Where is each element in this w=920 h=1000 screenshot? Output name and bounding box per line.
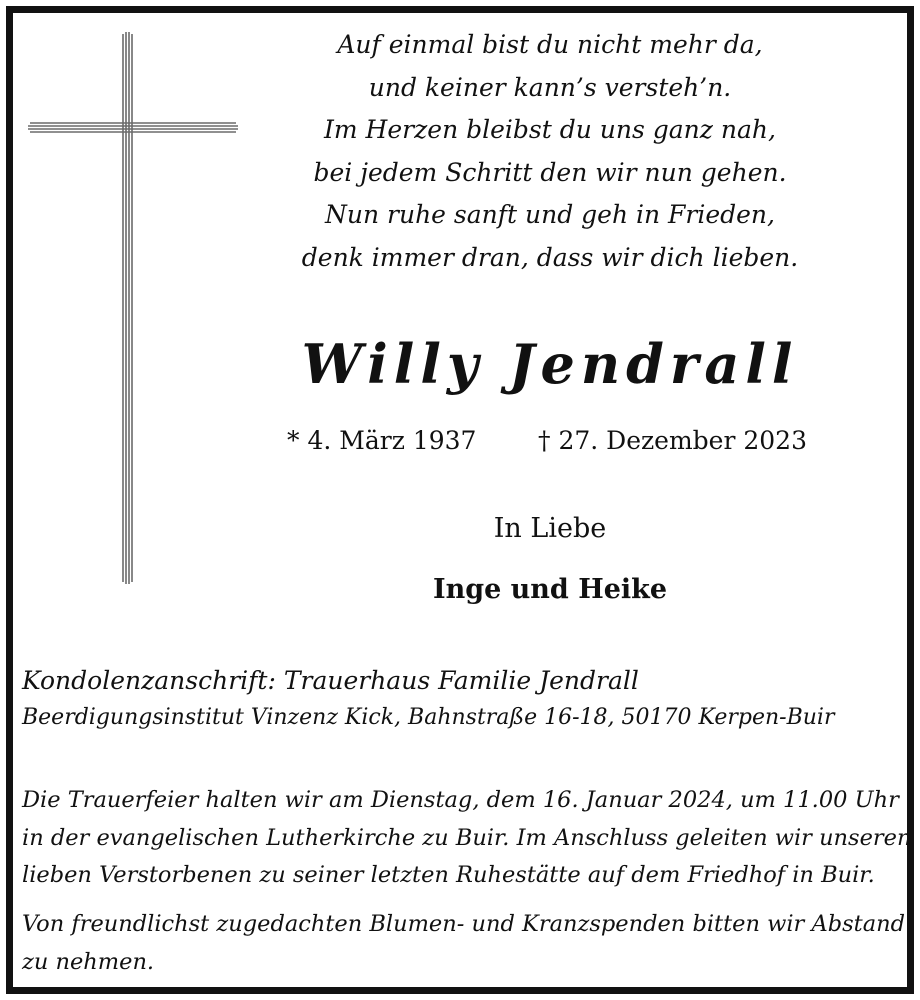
ceremony-text — [22, 782, 912, 895]
poem-line: Auf einmal bist du nicht mehr da, — [337, 30, 763, 59]
ceremony-line: Die Trauerfeier halten wir am Dienstag, dem 16. Januar 2024, um 11.00 Uhr — [22, 787, 899, 813]
poem-line: bei jedem Schritt den wir nun gehen. — [313, 157, 787, 187]
deceased-name: Willy Jendrall — [301, 332, 799, 396]
farewell-greeting: In Liebe — [493, 513, 607, 544]
poem-line: denk immer dran, dass wir dich lieben. — [301, 242, 799, 272]
poem-line: Nun ruhe sanft und geh in Frieden, — [325, 200, 775, 230]
poem — [250, 24, 850, 280]
birth-date: * 4. März 1937 — [287, 426, 477, 455]
flowers-line: Von freundlichst zugedachten Blumen- und Kranzspenden bitten wir Abstand — [22, 911, 906, 937]
signers: Inge und Heike — [432, 574, 668, 605]
poem-line: und keiner kann’s versteh’n. — [368, 72, 732, 102]
flowers-note — [22, 906, 907, 981]
death-date: † 27. Dezember 2023 — [538, 426, 807, 455]
condolence-line: Kondolenzanschrift: Trauerhaus Familie Jendrall — [22, 666, 639, 695]
condolence-address — [22, 662, 902, 736]
ceremony-line: in der evangelischen Lutherkirche zu Buir. Im Anschluss geleiten wir unseren — [22, 824, 912, 851]
condolence-line: Beerdigungsinstitut Vinzenz Kick, Bahnstraße 16-18, 50170 Kerpen-Buir — [22, 705, 835, 730]
flowers-line: zu nehmen. — [22, 948, 155, 975]
poem-line: Im Herzen bleibst du uns ganz nah, — [324, 115, 776, 145]
cross-icon — [22, 26, 244, 588]
ceremony-line: lieben Verstorbenen zu seiner letzten Ruhestätte auf dem Friedhof in Buir. — [22, 862, 875, 888]
